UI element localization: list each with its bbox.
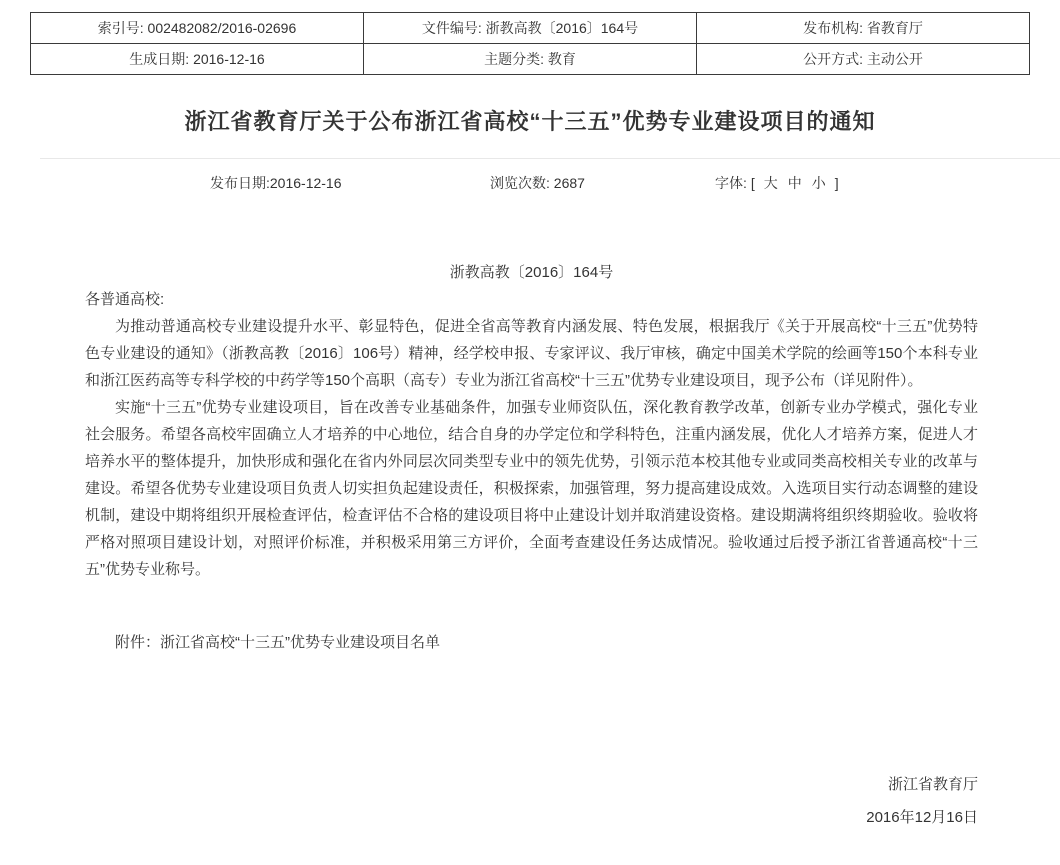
- issuing-agency-cell: 发布机构: 省教育厅: [697, 13, 1030, 44]
- paragraph-2: 实施“十三五”优势专业建设项目，旨在改善专业基础条件，加强专业师资队伍，深化教育教学改革，创新专业办学模式，强化专业社会服务。希望各高校牢固确立人才培养的中心地位，结合自身的办学定位和学科特色，注重内涵发展，优化人才培养方案，促进人才培养水平的整体提升，加快形成和强化在省内外同层次同类型专业中的领先优势，引领示范本校其他专业或同类高校相关专业的改革与建设。希望各优势专业建设项目负责人切实担负起建设责任，积极探索，加强管理，努力提高建设成效。入选项目实行动态调整的建设机制，建设中期将组织开展检查评估，检查评估不合格的建设项目将中止建设计划并取消建设资格。建设期满将组织终期验收。验收将严格对照项目建设计划，对照评价标准，并积极采用第三方评价，全面考查建设任务达成情况。验收通过后授予浙江省普通高校“十三五”优势专业称号。: [85, 399, 978, 578]
- info-table-row: [31, 44, 1030, 75]
- view-count: 浏览次数: 2687: [490, 175, 585, 191]
- info-table: [30, 12, 1030, 75]
- font-size-medium-link[interactable]: 中: [787, 175, 802, 191]
- font-size-control: [715, 173, 843, 193]
- document-number: 浙教高教〔2016〕164号: [449, 264, 614, 281]
- disclosure-method-cell: 公开方式: 主动公开: [697, 44, 1030, 75]
- signature-date: 2016年12月16日: [866, 809, 978, 826]
- signature-block: [85, 768, 978, 834]
- file-number-cell: 文件编号: 浙教高教〔2016〕164号: [364, 13, 697, 44]
- font-size-label: 字体:: [715, 175, 747, 191]
- index-number-cell: 索引号: 002482082/2016-02696: [31, 13, 364, 44]
- font-size-small-link[interactable]: 小: [811, 175, 826, 191]
- meta-row: [0, 159, 1060, 193]
- attachment-line: 附件：浙江省高校“十三五”优势专业建设项目名单: [115, 634, 440, 651]
- subject-category-cell: 主题分类: 教育: [364, 44, 697, 75]
- font-size-large-link[interactable]: 大: [763, 175, 778, 191]
- document-page: [0, 12, 1060, 834]
- bracket-open: [: [750, 175, 755, 191]
- creation-date-cell: 生成日期: 2016-12-16: [31, 44, 364, 75]
- salutation: 各普通高校:: [85, 291, 165, 308]
- page-title: 浙江省教育厅关于公布浙江省高校“十三五”优势专业建设项目的通知: [184, 109, 876, 134]
- signature-organization: 浙江省教育厅: [887, 776, 978, 793]
- paragraph-1: 为推动普通高校专业建设提升水平、彰显特色，促进全省高等教育内涵发展、特色发展，根据我厅《关于开展高校“十三五”优势特色专业建设的通知》（浙教高教〔2016〕106号）精神，经学校申报、专家评议、我厅审核，确定中国美术学院的绘画等150个本科专业和浙江医药高等专科学校的中药学等150个高职（高专）专业为浙江省高校“十三五”优势专业建设项目，现予公布（详见附件）。: [85, 318, 978, 389]
- info-table-row: [31, 13, 1030, 44]
- bracket-close: ]: [834, 175, 839, 191]
- document-content: [0, 259, 1060, 834]
- publish-date: 发布日期:2016-12-16: [210, 175, 342, 191]
